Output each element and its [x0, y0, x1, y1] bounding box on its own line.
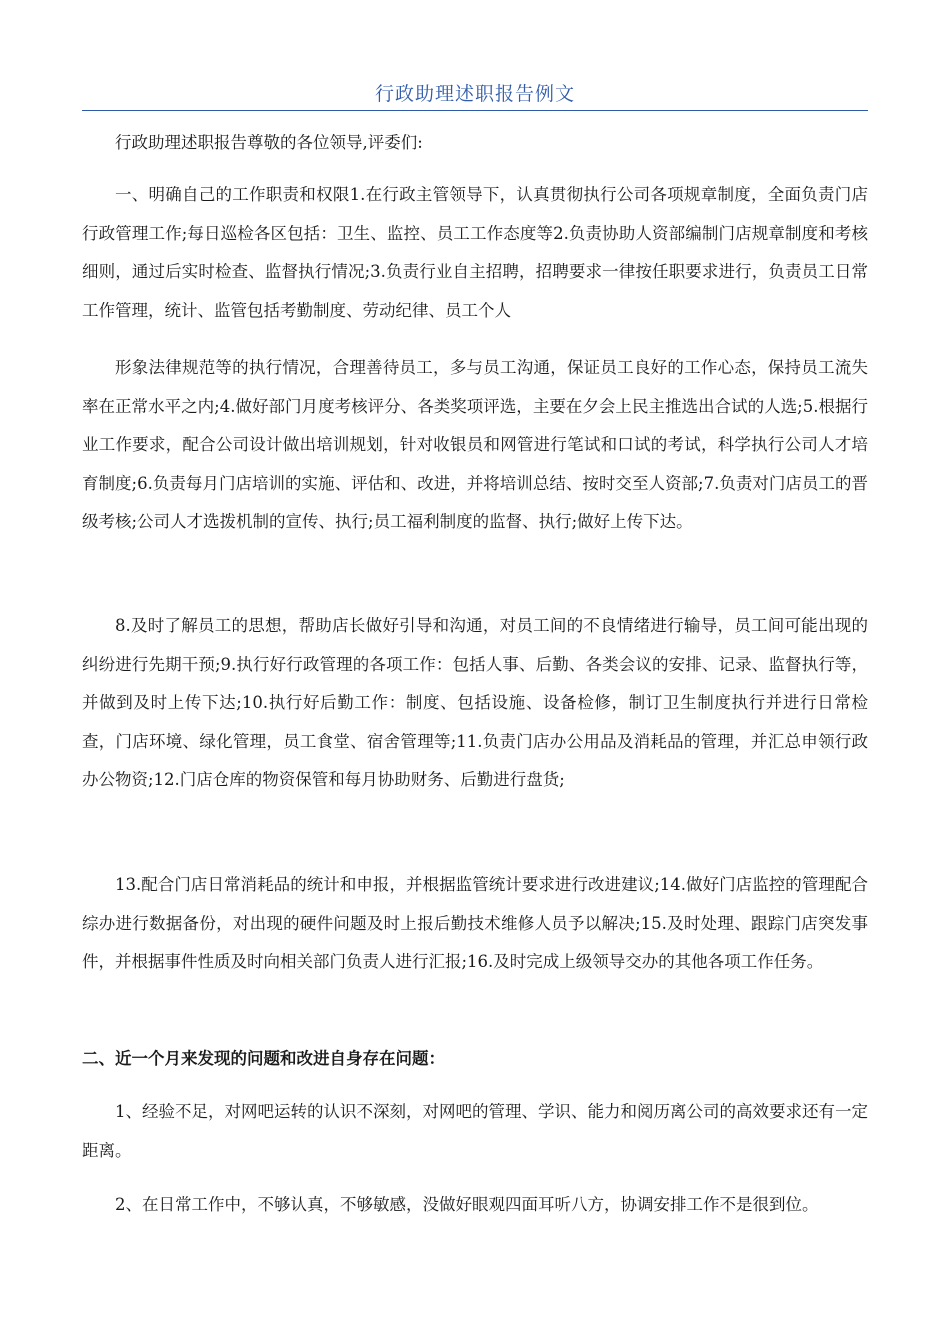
- document-title: 行政助理述职报告例文: [374, 83, 575, 105]
- title-divider: [82, 110, 868, 111]
- problem-item-1: 1、经验不足，对网吧运转的认识不深刻，对网吧的管理、学识、能力和阅历离公司的高效要求还有一定距离。: [82, 1102, 868, 1160]
- duties-paragraph-2: 形象法律规范等的执行情况，合理善待员工，多与员工沟通，保证员工良好的工作心态，保持员工流失率在正常水平之内;4.做好部门月度考核评分、各类奖项评选，主要在夕会上民主推选出合试的人选;5.根据行业工作要求，配合公司设计做出培训规划，针对收银员和网管进行笔试和口试的考试，科学执行公司人才培育制度;6.负责每月门店培训的实施、评估和、改进，并将培训总结、按时交至人资部;7.负责对门店员工的晋级考核;公司人才选拨机制的宣传、执行;员工福利制度的监督、执行;做好上传下达。: [82, 358, 868, 531]
- section-2-heading: 二、近一个月来发现的问题和改进自身存在问题：: [82, 1049, 445, 1068]
- greeting-paragraph: 行政助理述职报告尊敬的各位领导,评委们:: [115, 133, 423, 152]
- duties-paragraph-1: 一、明确自己的工作职责和权限1.在行政主管领导下，认真贯彻执行公司各项规章制度，全面负责门店行政管理工作;每日巡检各区包括：卫生、监控、员工工作态度等2.负责协助人资部编制门店规章制度和考核细则，通过后实时检查、监督执行情况;3.负责行业自主招聘，招聘要求一律按任职要求进行，负责员工日常工作管理，统计、监管包括考勤制度、劳动纪律、员工个人: [82, 185, 868, 320]
- problem-item-2: 2、在日常工作中，不够认真，不够敏感，没做好眼观四面耳听八方，协调安排工作不是很到位。: [115, 1195, 819, 1214]
- duties-paragraph-4: 13.配合门店日常消耗品的统计和申报，并根据监管统计要求进行改进建议;14.做好门店监控的管理配合综办进行数据备份，对出现的硬件问题及时上报后勤技术维修人员予以解决;15.及时处理、跟踪门店突发事件，并根据事件性质及时向相关部门负责人进行汇报;16.及时完成上级领导交办的其他各项工作任务。: [82, 875, 868, 971]
- duties-paragraph-3: 8.及时了解员工的思想，帮助店长做好引导和沟通，对员工间的不良情绪进行输导，员工间可能出现的纠纷进行先期干预;9.执行好行政管理的各项工作：包括人事、后勤、各类会议的安排、记录、监督执行等，并做到及时上传下达;10.执行好后勤工作：制度、包括设施、设备检修，制订卫生制度执行并进行日常检查，门店环境、绿化管理，员工食堂、宿舍管理等;11.负责门店办公用品及消耗品的管理，并汇总申领行政办公物资;12.门店仓库的物资保管和每月协助财务、后勤进行盘货;: [82, 616, 868, 789]
